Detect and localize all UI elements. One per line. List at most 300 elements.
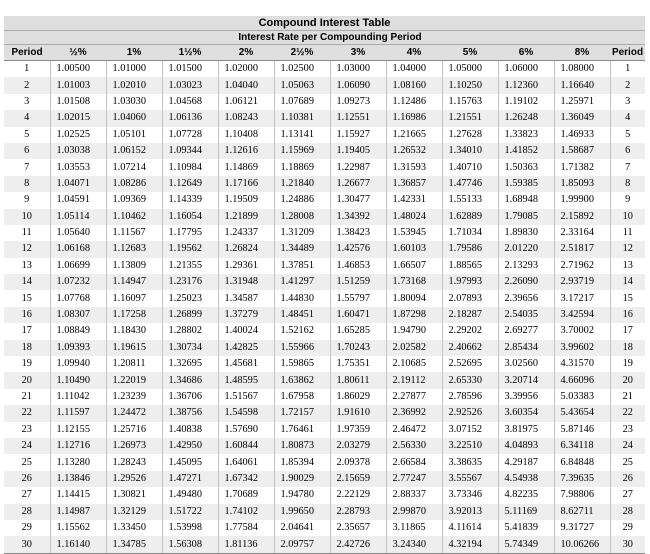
- value-cell: 1.41852: [498, 143, 554, 159]
- value-cell: 1.19102: [498, 94, 554, 110]
- value-cell: 1.91610: [330, 405, 386, 421]
- value-cell: 1.21665: [386, 127, 442, 143]
- value-cell: 1.19405: [330, 143, 386, 159]
- value-cell: 1.10408: [218, 127, 274, 143]
- value-cell: 1.55966: [274, 340, 330, 356]
- value-cell: 1.94780: [274, 487, 330, 503]
- period-cell-right: 30: [610, 536, 645, 553]
- value-cell: 1.45095: [162, 454, 218, 470]
- value-cell: 1.38756: [162, 405, 218, 421]
- value-cell: 1.22019: [106, 372, 162, 388]
- value-cell: 1.48024: [386, 209, 442, 225]
- period-cell: 16: [4, 307, 50, 323]
- value-cell: 6.34118: [554, 438, 610, 454]
- value-cell: 1.25716: [106, 422, 162, 438]
- value-cell: 1.36049: [554, 110, 610, 126]
- value-cell: 2.15659: [330, 471, 386, 487]
- value-cell: 3.11865: [386, 520, 442, 536]
- value-cell: 2.46472: [386, 422, 442, 438]
- value-cell: 3.20714: [498, 372, 554, 388]
- value-cell: 2.51817: [554, 241, 610, 257]
- value-cell: 2.40662: [442, 340, 498, 356]
- value-cell: 1.12616: [218, 143, 274, 159]
- value-cell: 1.75351: [330, 356, 386, 372]
- value-cell: 1.13846: [50, 471, 106, 487]
- value-cell: 2.99870: [386, 504, 442, 520]
- value-cell: 1.53998: [162, 520, 218, 536]
- value-cell: 2.42726: [330, 536, 386, 553]
- value-cell: 8.62711: [554, 504, 610, 520]
- table-row: [4, 159, 645, 175]
- value-cell: 1.32695: [162, 356, 218, 372]
- table-row: [4, 290, 645, 306]
- value-cell: 1.26973: [106, 438, 162, 454]
- value-cell: 1.70689: [218, 487, 274, 503]
- value-cell: 1.42825: [218, 340, 274, 356]
- value-cell: 1.74102: [218, 504, 274, 520]
- value-cell: 2.69277: [498, 323, 554, 339]
- value-cell: 1.16986: [386, 110, 442, 126]
- column-header-rate: 1%: [106, 45, 162, 61]
- value-cell: 1.21551: [442, 110, 498, 126]
- table-row: [4, 225, 645, 241]
- period-cell-right: 1: [610, 61, 645, 78]
- table-row: [4, 520, 645, 536]
- value-cell: 1.28008: [274, 209, 330, 225]
- value-cell: 3.17217: [554, 290, 610, 306]
- value-cell: 1.01000: [106, 61, 162, 78]
- value-cell: 1.07768: [50, 290, 106, 306]
- value-cell: 2.88337: [386, 487, 442, 503]
- value-cell: 3.99602: [554, 340, 610, 356]
- value-cell: 2.09378: [330, 454, 386, 470]
- value-cell: 1.03023: [162, 77, 218, 93]
- value-cell: 1.38423: [330, 225, 386, 241]
- value-cell: 5.41839: [498, 520, 554, 536]
- value-cell: 1.15562: [50, 520, 106, 536]
- value-cell: 1.31593: [386, 159, 442, 175]
- value-cell: 1.08286: [106, 176, 162, 192]
- period-cell: 22: [4, 405, 50, 421]
- table-row: [4, 422, 645, 438]
- period-cell-right: 20: [610, 372, 645, 388]
- value-cell: 1.33823: [498, 127, 554, 143]
- period-cell: 9: [24, 194, 30, 206]
- value-cell: 2.85434: [498, 340, 554, 356]
- period-cell-right: 28: [610, 504, 645, 520]
- table-row: [4, 487, 645, 503]
- period-cell-right: 7: [610, 159, 645, 175]
- value-cell: 1.41297: [274, 274, 330, 290]
- value-cell: 1.32129: [106, 504, 162, 520]
- value-cell: 1.88565: [442, 258, 498, 274]
- value-cell: 1.06121: [218, 94, 274, 110]
- value-cell: 1.52162: [274, 323, 330, 339]
- table-row: [4, 323, 645, 339]
- value-cell: 1.42331: [386, 192, 442, 208]
- period-cell: 29: [21, 522, 32, 534]
- value-cell: 1.05063: [274, 77, 330, 93]
- period-cell: 27: [21, 489, 32, 501]
- value-cell: 1.05640: [50, 225, 106, 241]
- value-cell: 1.16054: [162, 209, 218, 225]
- value-cell: 1.26899: [162, 307, 218, 323]
- table-row: [4, 389, 645, 405]
- value-cell: 1.06168: [50, 241, 106, 257]
- value-cell: 1.07689: [274, 94, 330, 110]
- period-cell-right: 10: [610, 209, 645, 225]
- value-cell: 2.36992: [386, 405, 442, 421]
- value-cell: 1.27628: [442, 127, 498, 143]
- column-header-row: [4, 45, 645, 61]
- value-cell: 1.73168: [386, 274, 442, 290]
- value-cell: 2.15892: [554, 209, 610, 225]
- value-cell: 1.46933: [554, 127, 610, 143]
- value-cell: 1.25971: [554, 94, 610, 110]
- value-cell: 1.16097: [106, 290, 162, 306]
- period-cell-right: 25: [610, 454, 645, 470]
- value-cell: 1.60471: [330, 307, 386, 323]
- value-cell: 1.08849: [50, 323, 106, 339]
- period-cell-right: 12: [610, 241, 645, 257]
- value-cell: 1.51722: [162, 504, 218, 520]
- value-cell: 1.55133: [442, 192, 498, 208]
- value-cell: 1.19615: [106, 340, 162, 356]
- value-cell: 1.02015: [50, 110, 106, 126]
- value-cell: 1.29526: [106, 471, 162, 487]
- value-cell: 5.87146: [554, 422, 610, 438]
- value-cell: 1.04060: [106, 110, 162, 126]
- value-cell: 1.12683: [106, 241, 162, 257]
- value-cell: 1.34587: [218, 290, 274, 306]
- value-cell: 2.26090: [498, 274, 554, 290]
- value-cell: 3.73346: [442, 487, 498, 503]
- value-cell: 2.71962: [554, 258, 610, 274]
- value-cell: 1.62889: [442, 209, 498, 225]
- value-cell: 1.10381: [274, 110, 330, 126]
- header-spacer-right: [610, 31, 645, 45]
- value-cell: 1.70243: [330, 340, 386, 356]
- value-cell: 1.18869: [274, 159, 330, 175]
- value-cell: 1.48595: [218, 372, 274, 388]
- period-cell-right: 13: [610, 258, 645, 274]
- value-cell: 1.68948: [498, 192, 554, 208]
- value-cell: 2.27877: [386, 389, 442, 405]
- table-row: [4, 471, 645, 487]
- value-cell: 1.10490: [50, 372, 106, 388]
- value-cell: 1.01003: [50, 77, 106, 93]
- value-cell: 1.01508: [50, 94, 106, 110]
- value-cell: 1.04040: [218, 77, 274, 93]
- value-cell: 1.12649: [162, 176, 218, 192]
- value-cell: 1.31209: [274, 225, 330, 241]
- period-cell-right: 24: [610, 438, 645, 454]
- value-cell: 5.74349: [498, 536, 554, 553]
- value-cell: 1.49480: [162, 487, 218, 503]
- value-cell: 1.50363: [498, 159, 554, 175]
- value-cell: 1.79586: [442, 241, 498, 257]
- period-cell: 26: [4, 471, 50, 487]
- period-cell: 19: [21, 358, 32, 370]
- value-cell: 9.31727: [554, 520, 610, 536]
- column-header-rate: 6%: [498, 45, 554, 61]
- period-cell-right: 26: [610, 471, 645, 487]
- value-cell: 2.54035: [498, 307, 554, 323]
- value-cell: 5.11169: [498, 504, 554, 520]
- value-cell: 3.42594: [554, 307, 610, 323]
- value-cell: 2.10685: [386, 356, 442, 372]
- period-cell: 25: [21, 456, 32, 468]
- value-cell: 10.06266: [554, 536, 610, 553]
- value-cell: 1.53945: [386, 225, 442, 241]
- table-row: [4, 307, 645, 323]
- period-cell: 18: [4, 340, 50, 356]
- value-cell: 1.76461: [274, 422, 330, 438]
- value-cell: 1.29361: [218, 258, 274, 274]
- value-cell: 4.11614: [442, 520, 498, 536]
- table-row: [4, 192, 645, 208]
- value-cell: 1.09940: [50, 356, 106, 372]
- table-row: [4, 127, 645, 143]
- value-cell: 2.07893: [442, 290, 498, 306]
- value-cell: 1.06000: [498, 61, 554, 78]
- value-cell: 3.07152: [442, 422, 498, 438]
- value-cell: 1.33450: [106, 520, 162, 536]
- value-cell: 4.32194: [442, 536, 498, 553]
- value-cell: 1.59865: [274, 356, 330, 372]
- value-cell: 2.28793: [330, 504, 386, 520]
- value-cell: 2.01220: [498, 241, 554, 257]
- value-cell: 1.51567: [218, 389, 274, 405]
- value-cell: 2.52695: [442, 356, 498, 372]
- period-cell-right: 22: [610, 405, 645, 421]
- value-cell: 7.39635: [554, 471, 610, 487]
- value-cell: 1.08160: [386, 77, 442, 93]
- period-cell-right: 11: [610, 225, 645, 241]
- table-row: [4, 405, 645, 421]
- period-cell-right: 6: [610, 143, 645, 159]
- value-cell: 1.04071: [50, 176, 106, 192]
- value-cell: 1.28802: [162, 323, 218, 339]
- value-cell: 2.66584: [386, 454, 442, 470]
- value-cell: 1.30734: [162, 340, 218, 356]
- value-cell: 1.13809: [106, 258, 162, 274]
- value-cell: 1.11567: [106, 225, 162, 241]
- period-cell: 30: [4, 536, 50, 553]
- table-row: [4, 77, 645, 93]
- value-cell: 1.81136: [218, 536, 274, 553]
- value-cell: 1.23176: [162, 274, 218, 290]
- value-cell: 1.03553: [50, 159, 106, 175]
- value-cell: 1.67958: [274, 389, 330, 405]
- period-cell: 23: [21, 423, 32, 435]
- value-cell: 2.39656: [498, 290, 554, 306]
- value-cell: 1.26532: [386, 143, 442, 159]
- value-cell: 1.05000: [442, 61, 498, 78]
- value-cell: 1.99650: [274, 504, 330, 520]
- table-row: [4, 258, 645, 274]
- value-cell: 1.26824: [218, 241, 274, 257]
- period-cell: 10: [4, 209, 50, 225]
- value-cell: 1.54598: [218, 405, 274, 421]
- value-cell: 1.20811: [106, 356, 162, 372]
- value-cell: 6.84848: [554, 454, 610, 470]
- value-cell: 1.13280: [50, 454, 106, 470]
- value-cell: 2.77247: [386, 471, 442, 487]
- value-cell: 1.97359: [330, 422, 386, 438]
- value-cell: 5.43654: [554, 405, 610, 421]
- value-cell: 1.34785: [106, 536, 162, 553]
- value-cell: 1.28243: [106, 454, 162, 470]
- value-cell: 1.87298: [386, 307, 442, 323]
- value-cell: 1.71034: [442, 225, 498, 241]
- value-cell: 1.40024: [218, 323, 274, 339]
- value-cell: 1.79085: [498, 209, 554, 225]
- value-cell: 1.34686: [162, 372, 218, 388]
- value-cell: 1.10984: [162, 159, 218, 175]
- value-cell: 1.42950: [162, 438, 218, 454]
- value-cell: 1.34489: [274, 241, 330, 257]
- table-row: [4, 372, 645, 388]
- value-cell: 1.16640: [554, 77, 610, 93]
- value-cell: 4.54938: [498, 471, 554, 487]
- value-cell: 1.90029: [274, 471, 330, 487]
- period-cell: 28: [4, 504, 50, 520]
- value-cell: 5.03383: [554, 389, 610, 405]
- period-cell: 12: [4, 241, 50, 257]
- value-cell: 1.14869: [218, 159, 274, 175]
- value-cell: 2.09757: [274, 536, 330, 553]
- column-header-rate: 2½%: [274, 45, 330, 61]
- table-row: [4, 209, 645, 225]
- value-cell: 1.36706: [162, 389, 218, 405]
- period-cell: 1: [24, 63, 30, 75]
- value-cell: 1.02500: [274, 61, 330, 78]
- value-cell: 1.15969: [274, 143, 330, 159]
- value-cell: 1.10250: [442, 77, 498, 93]
- value-cell: 1.24337: [218, 225, 274, 241]
- value-cell: 4.82235: [498, 487, 554, 503]
- value-cell: 2.93719: [554, 274, 610, 290]
- table-row: [4, 454, 645, 470]
- value-cell: 1.80094: [386, 290, 442, 306]
- period-cell: 7: [24, 161, 30, 173]
- value-cell: 3.22510: [442, 438, 498, 454]
- value-cell: 1.07728: [162, 127, 218, 143]
- value-cell: 1.12486: [386, 94, 442, 110]
- value-cell: 1.09393: [50, 340, 106, 356]
- value-cell: 3.38635: [442, 454, 498, 470]
- period-cell: 3: [24, 95, 30, 107]
- value-cell: 2.04641: [274, 520, 330, 536]
- table-body: [4, 61, 645, 554]
- value-cell: 1.26248: [498, 110, 554, 126]
- period-cell-right: 9: [610, 192, 645, 208]
- value-cell: 1.40838: [162, 422, 218, 438]
- value-cell: 1.10462: [106, 209, 162, 225]
- value-cell: 3.55567: [442, 471, 498, 487]
- value-cell: 1.16140: [50, 536, 106, 553]
- period-cell-right: 2: [610, 77, 645, 93]
- table-row: [4, 61, 645, 78]
- table-row: [4, 356, 645, 372]
- value-cell: 2.56330: [386, 438, 442, 454]
- value-cell: 2.19112: [386, 372, 442, 388]
- value-cell: 1.72157: [274, 405, 330, 421]
- value-cell: 3.70002: [554, 323, 610, 339]
- value-cell: 1.06090: [330, 77, 386, 93]
- value-cell: 1.08000: [554, 61, 610, 78]
- value-cell: 1.85394: [274, 454, 330, 470]
- value-cell: 3.39956: [498, 389, 554, 405]
- table-row: [4, 274, 645, 290]
- value-cell: 1.31948: [218, 274, 274, 290]
- value-cell: 1.03000: [330, 61, 386, 78]
- value-cell: 1.67342: [218, 471, 274, 487]
- value-cell: 1.12360: [498, 77, 554, 93]
- value-cell: 1.07214: [106, 159, 162, 175]
- value-cell: 1.34392: [330, 209, 386, 225]
- compound-interest-table-container: [4, 16, 645, 554]
- value-cell: 1.85093: [554, 176, 610, 192]
- period-cell-right: 29: [610, 520, 645, 536]
- value-cell: 1.13141: [274, 127, 330, 143]
- period-cell-right: 23: [610, 422, 645, 438]
- column-header-rate: 3%: [330, 45, 386, 61]
- value-cell: 7.98806: [554, 487, 610, 503]
- value-cell: 1.77584: [218, 520, 274, 536]
- value-cell: 1.19562: [162, 241, 218, 257]
- period-cell-right: 15: [610, 290, 645, 306]
- period-cell: 13: [21, 259, 32, 271]
- period-cell-right: 5: [610, 127, 645, 143]
- value-cell: 1.99900: [554, 192, 610, 208]
- value-cell: 3.24340: [386, 536, 442, 553]
- value-cell: 1.47271: [162, 471, 218, 487]
- value-cell: 1.37851: [274, 258, 330, 274]
- value-cell: 2.65330: [442, 372, 498, 388]
- value-cell: 1.56308: [162, 536, 218, 553]
- value-cell: 1.40710: [442, 159, 498, 175]
- value-cell: 1.66507: [386, 258, 442, 274]
- value-cell: 2.22129: [330, 487, 386, 503]
- value-cell: 1.14415: [50, 487, 106, 503]
- value-cell: 4.29187: [498, 454, 554, 470]
- value-cell: 1.63862: [274, 372, 330, 388]
- column-header-rate: ½%: [50, 45, 106, 61]
- value-cell: 1.14987: [50, 504, 106, 520]
- value-cell: 2.35657: [330, 520, 386, 536]
- value-cell: 1.51259: [330, 274, 386, 290]
- value-cell: 3.60354: [498, 405, 554, 421]
- period-cell: 24: [4, 438, 50, 454]
- period-cell: 4: [4, 110, 50, 126]
- column-header-period: Period: [4, 45, 50, 61]
- value-cell: 1.18430: [106, 323, 162, 339]
- value-cell: 1.42576: [330, 241, 386, 257]
- value-cell: 2.03279: [330, 438, 386, 454]
- value-cell: 1.12155: [50, 422, 106, 438]
- table-row: [4, 504, 645, 520]
- value-cell: 1.04568: [162, 94, 218, 110]
- value-cell: 1.60103: [386, 241, 442, 257]
- value-cell: 1.24886: [274, 192, 330, 208]
- value-cell: 1.65285: [330, 323, 386, 339]
- value-cell: 2.18287: [442, 307, 498, 323]
- value-cell: 4.31570: [554, 356, 610, 372]
- value-cell: 1.12551: [330, 110, 386, 126]
- period-cell: 17: [21, 325, 32, 337]
